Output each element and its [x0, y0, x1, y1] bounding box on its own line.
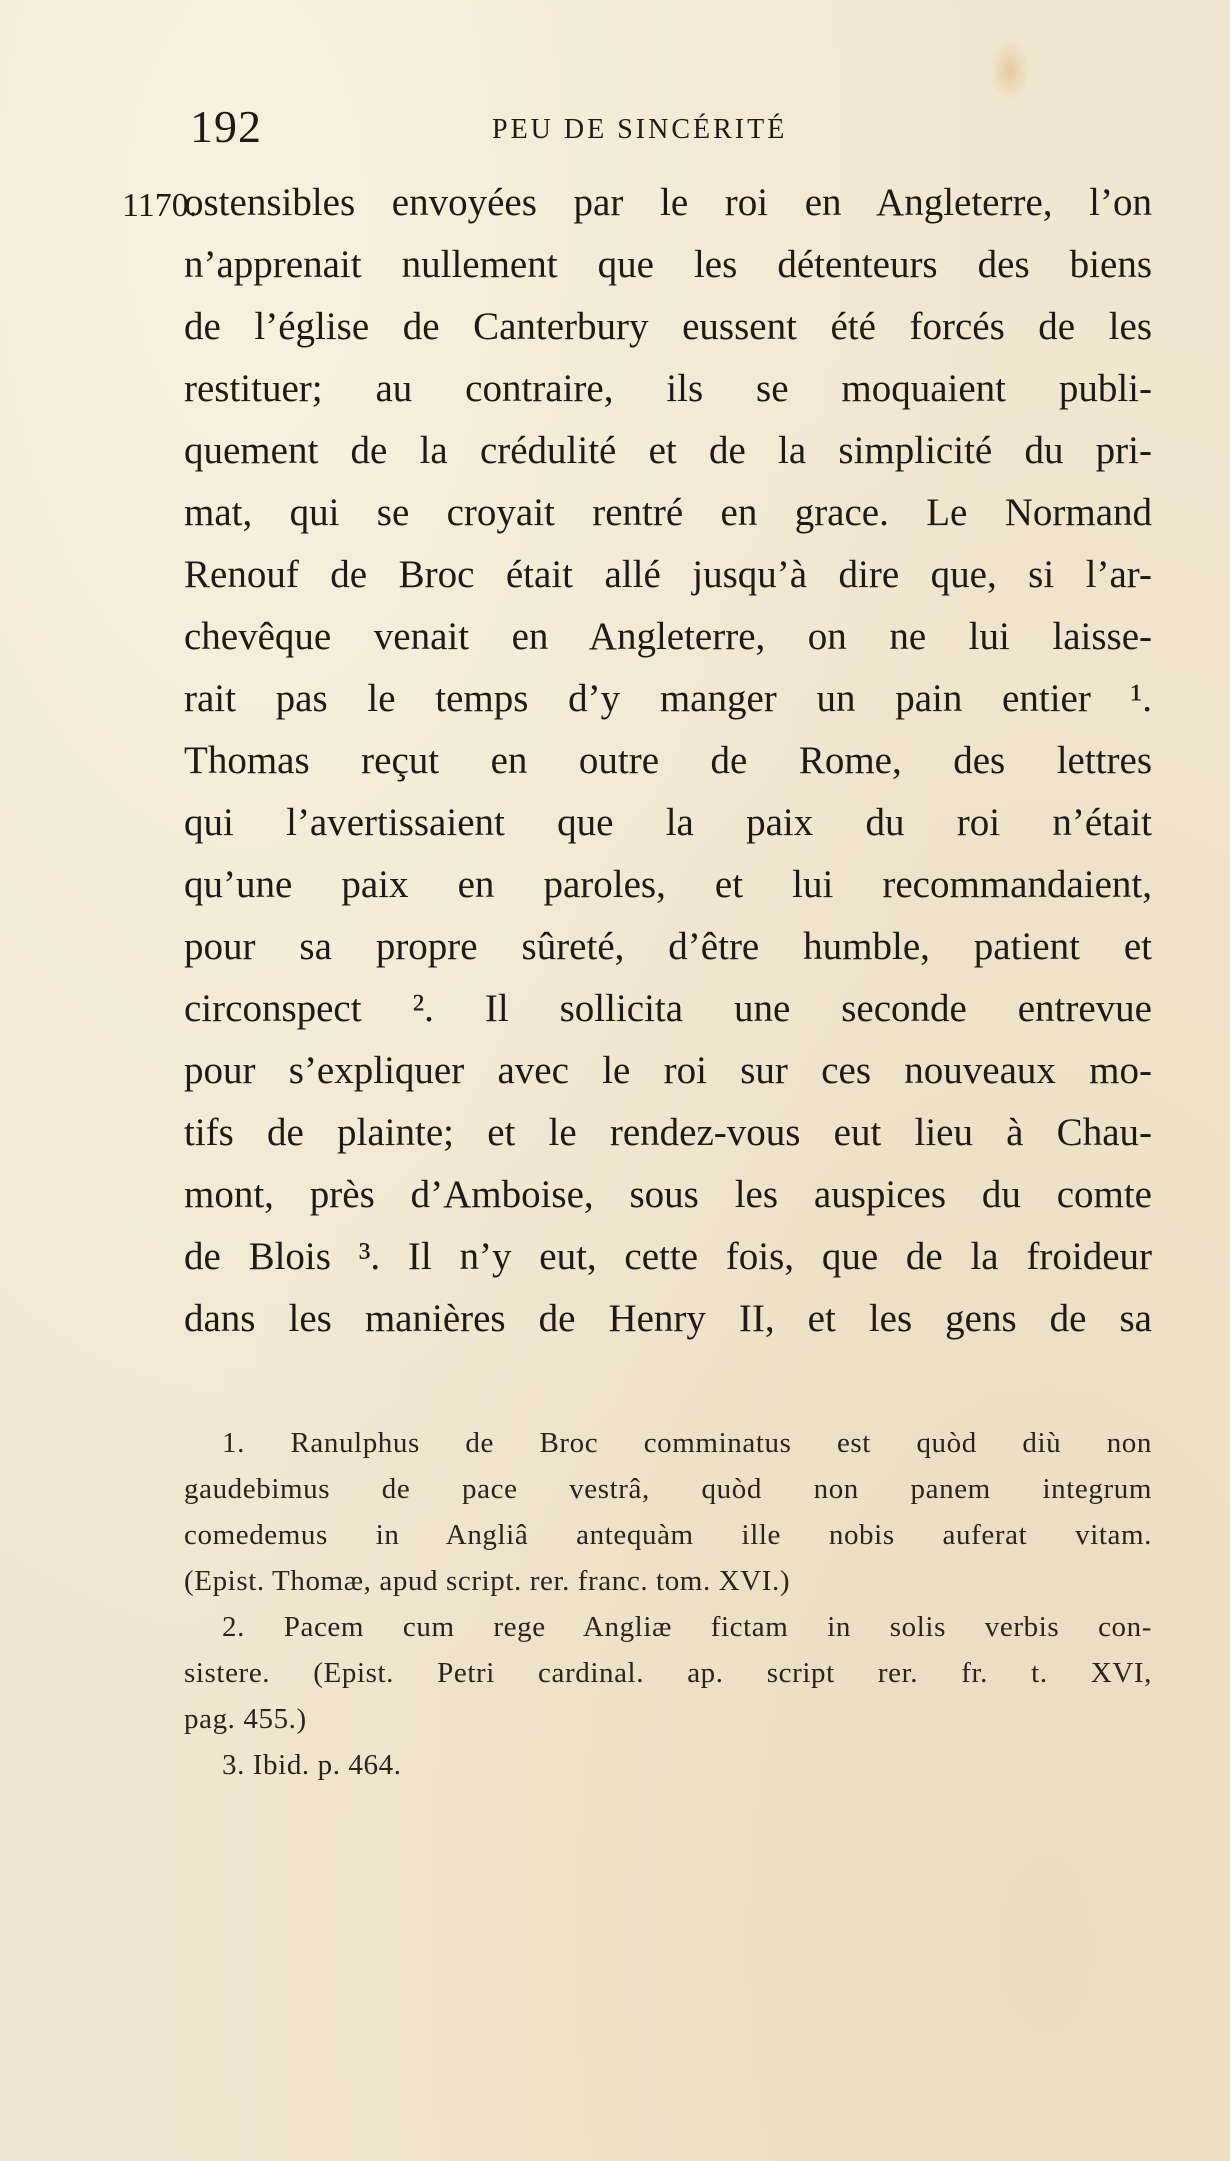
body-line: qu’une paix en paroles, et lui recommandaient, [184, 863, 1152, 906]
footnote-1-line: (Epist. Thomæ, apud script. rer. franc. tom. XVI.) [184, 1565, 791, 1597]
page-header [0, 100, 1230, 160]
body-line: mont, près d’Amboise, sous les auspices du comte [184, 1173, 1152, 1216]
footnotes [184, 1420, 1152, 1788]
footnote-2-line: pag. 455.) [184, 1703, 307, 1735]
body-line: pour sa propre sûreté, d’être humble, patient et [184, 925, 1152, 968]
body-text [184, 172, 1152, 1350]
footnote-2-line: sistere. (Epist. Petri cardinal. ap. script rer. fr. t. XVI, [184, 1657, 1152, 1689]
body-line: mat, qui se croyait rentré en grace. Le Normand [184, 491, 1152, 534]
body-line: quement de la crédulité et de la simplicité du pri- [184, 429, 1152, 472]
running-head: PEU DE SINCÉRITÉ [492, 114, 788, 145]
body-line: pour s’expliquer avec le roi sur ces nouveaux mo- [184, 1049, 1152, 1092]
body-line: n’apprenait nullement que les détenteurs des biens [184, 243, 1152, 286]
margin-year: 1170. [122, 187, 198, 224]
body-line: dans les manières de Henry II, et les gens de sa [184, 1297, 1152, 1340]
page-number: 192 [190, 101, 262, 152]
body-line: Thomas reçut en outre de Rome, des lettres [184, 739, 1152, 782]
body-line: qui l’avertissaient que la paix du roi n’était [184, 801, 1152, 844]
body-line: ostensibles envoyées par le roi en Angleterre, l’on [184, 181, 1152, 224]
body-line: de Blois ³. Il n’y eut, cette fois, que de la froideur [184, 1235, 1152, 1278]
body-line: restituer; au contraire, ils se moquaient publi- [184, 367, 1152, 410]
body-line: chevêque venait en Angleterre, on ne lui laisse- [184, 615, 1152, 658]
body-line: circonspect ². Il sollicita une seconde entrevue [184, 987, 1152, 1030]
body-line: Renouf de Broc était allé jusqu’à dire que, si l’ar- [184, 553, 1152, 596]
footnote-3: 3. Ibid. p. 464. [222, 1749, 402, 1781]
body-line: de l’église de Canterbury eussent été forcés de les [184, 305, 1152, 348]
footnote-1: 1. Ranulphus de Broc comminatus est quòd diù non [222, 1427, 1152, 1459]
body-line: tifs de plainte; et le rendez-vous eut lieu à Chau- [184, 1111, 1152, 1154]
footnote-2: 2. Pacem cum rege Angliæ fictam in solis verbis con- [222, 1611, 1152, 1643]
footnote-1-line: comedemus in Angliâ antequàm ille nobis auferat vitam. [184, 1519, 1152, 1551]
body-line: rait pas le temps d’y manger un pain entier ¹. [184, 677, 1152, 720]
paper-stain [990, 40, 1030, 100]
footnote-1-line: gaudebimus de pace vestrâ, quòd non panem integrum [184, 1473, 1152, 1505]
